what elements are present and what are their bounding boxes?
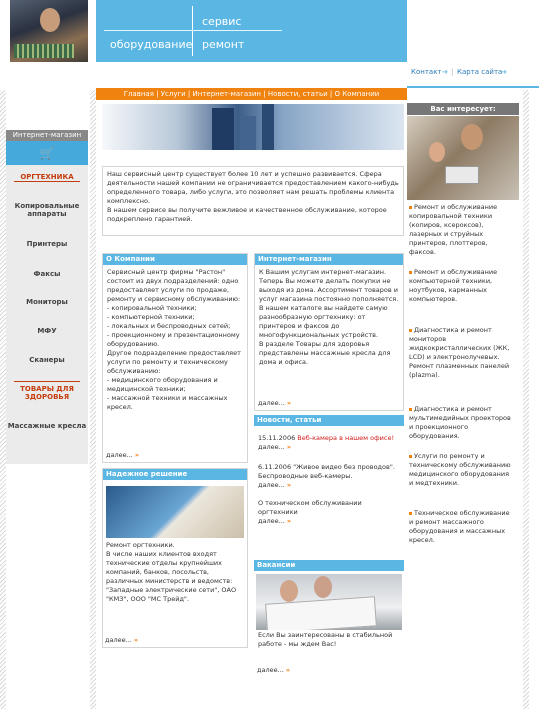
divider: [14, 381, 80, 382]
interest-item[interactable]: Ремонт и обслуживание компьютерной техники, ноутбуков, карманных компьютеров.: [409, 268, 498, 303]
bullet-icon: [409, 455, 412, 458]
arrow-right-icon: ➔: [442, 68, 448, 76]
reliable-more-link[interactable]: далее... »: [105, 636, 139, 644]
header-word-repair: ремонт: [202, 38, 245, 51]
news-item: [254, 493, 404, 529]
news-headline-link[interactable]: Веб-камера в нашем офисе!: [297, 434, 395, 442]
right-stripes: [523, 90, 529, 709]
interest-title: Вас интересует:: [407, 103, 519, 115]
left-inner-stripes: [90, 90, 96, 709]
bullet-icon: [409, 408, 412, 411]
sidebar-item-massage-chairs[interactable]: Массажные кресла: [7, 422, 87, 430]
sidebar-item-printers[interactable]: Принтеры: [26, 240, 68, 248]
bullet-icon: [409, 512, 412, 515]
main-nav[interactable]: Главная | Услуги | Интернет-магазин | Новости, статьи | О Компании: [96, 88, 407, 100]
news-item: [254, 426, 404, 455]
news-more-link[interactable]: далее... »: [258, 517, 292, 525]
shop-more-link[interactable]: далее... »: [258, 399, 292, 407]
intro-text: Наш сервисный центр существует более 10 лет и успешно развивается. Сфера деятельности нашей компании не ограничивается предоставлением какого-нибудь определенного товара, либо услуги, это позволяет нам решать проблемы клиента комплексно. В нашем сервисе вы получите вежливое и качественное обслуживание, которое подкреплено гарантией.: [107, 170, 399, 223]
header-right-blank: [407, 0, 539, 62]
divider: [14, 181, 80, 182]
workers-image: [256, 574, 402, 630]
bullet-icon: [409, 206, 412, 209]
category-health-goods[interactable]: ТОВАРЫ ДЛЯ ЗДОРОВЬЯ: [20, 385, 74, 401]
handshake-image: [106, 486, 244, 538]
sidebar-title: Интернет-магазин: [6, 130, 88, 141]
interest-item[interactable]: Диагностика и ремонт мониторов жидкокристаллических (ЖК, LCD) и электронолучевых. Ремонт плазменных панелей (plazma).: [409, 326, 510, 379]
shop-text: К Вашим услугам интернет-магазин. Теперь Вы можете делать покупки не выходя из дома. Ассортимент товаров и услуг магазина постоянно пополняется. В нашем каталоге вы найдете самую разнообразную оргтехнику: от принтеров и факсов до многофункциональных устройств. В разделе Товары для здоровья представлены массажные кресла для дома и офиса.: [259, 268, 399, 366]
cart-button[interactable]: [6, 141, 88, 165]
sidebar-item-mfu[interactable]: МФУ: [37, 327, 57, 335]
reliable-text: Ремонт оргтехники. В числе наших клиентов входят технические отделы крупнейших компаний, банков, посольств, различных министерств и ведомств: "Западные электрические сети", ОАО "КМЗ", ООО "МС Трейд".: [106, 541, 237, 603]
news-headline-link[interactable]: О техническом обслуживании оргтехники: [258, 499, 362, 516]
sidebar-item-faxes[interactable]: Факсы: [33, 270, 61, 278]
bullet-icon: [409, 329, 412, 332]
news-title: Новости, статьи: [254, 415, 404, 426]
news-box: [254, 415, 404, 555]
interest-item[interactable]: Услуги по ремонту и техническому обслуживанию медицинского оборудования и медтехники.: [409, 452, 511, 487]
interest-item[interactable]: Техническое обслуживание и ремонт массажного оборудования и массажных кресел.: [409, 509, 510, 544]
about-box: [102, 253, 248, 463]
sidebar-item-scanners[interactable]: Сканеры: [29, 356, 65, 364]
vacancy-text: Если Вы заинтересованы в стабильной работе - мы ждем Вас!: [258, 631, 393, 648]
interest-item[interactable]: Диагностика и ремонт мультимедийных проекторов и проекционного оборудования.: [409, 405, 511, 440]
site-header: [0, 0, 539, 62]
vacancy-title: Вакансии: [254, 560, 404, 571]
news-item: [254, 455, 404, 493]
vacancy-more-link[interactable]: далее... »: [257, 666, 291, 674]
shop-box: [254, 253, 404, 411]
interest-item[interactable]: Ремонт и обслуживание копировальной техники (копиров, ксероксов), лазерных и струйных принтеров, плоттеров, факсов.: [409, 203, 498, 256]
left-sidebar: [6, 130, 88, 464]
category-office-equipment[interactable]: ОРГТЕХНИКА: [20, 173, 74, 181]
news-more-link[interactable]: далее... »: [258, 443, 292, 451]
news-headline-link[interactable]: "Живое видео без проводов". Беспроводные веб-камеры.: [258, 463, 395, 480]
reliable-title: Надежное решение: [103, 469, 247, 480]
bullet-icon: [409, 271, 412, 274]
office-photo: [407, 116, 519, 200]
arrow-right-icon: ➔: [501, 68, 507, 76]
header-banner: [96, 0, 407, 62]
news-date: 6.11.2006: [258, 463, 292, 471]
about-more-link[interactable]: далее... »: [106, 451, 140, 459]
top-links: [407, 62, 539, 88]
header-word-equipment: оборудование: [110, 38, 193, 51]
banner-image-buildings: [102, 104, 404, 150]
about-text: Сервисный центр фирмы "Растон" состоит из двух подразделений: одно предоставляет услуги по продаже, ремонту и сервисному обслуживанию: - копировальной техники; - компьютерной техники; - локальных и беспроводных сетей; - проекционному и презентационному оборудованию. Другое подразделение предоставляет услуги по ремонту и техническому обслуживанию: - медицинского оборудования и медицинской техники; - массажной техники и массажных кресел.: [107, 268, 241, 411]
intro-box: [102, 166, 404, 236]
header-photo-technician: [10, 0, 88, 62]
news-date: 15.11.2006: [258, 434, 296, 442]
contact-link[interactable]: Контакт: [411, 68, 442, 76]
news-more-link[interactable]: далее... »: [258, 481, 292, 489]
about-title: О Компании: [103, 254, 247, 265]
sidebar-item-copiers[interactable]: Копировальные аппараты: [14, 202, 80, 218]
header-word-service: сервис: [202, 15, 242, 28]
divider: |: [451, 68, 454, 76]
sitemap-link[interactable]: Карта сайта: [457, 68, 503, 76]
cart-icon: 🛒: [39, 146, 55, 160]
sidebar-item-monitors[interactable]: Мониторы: [26, 298, 68, 306]
shop-title: Интернет-магазин: [255, 254, 403, 265]
